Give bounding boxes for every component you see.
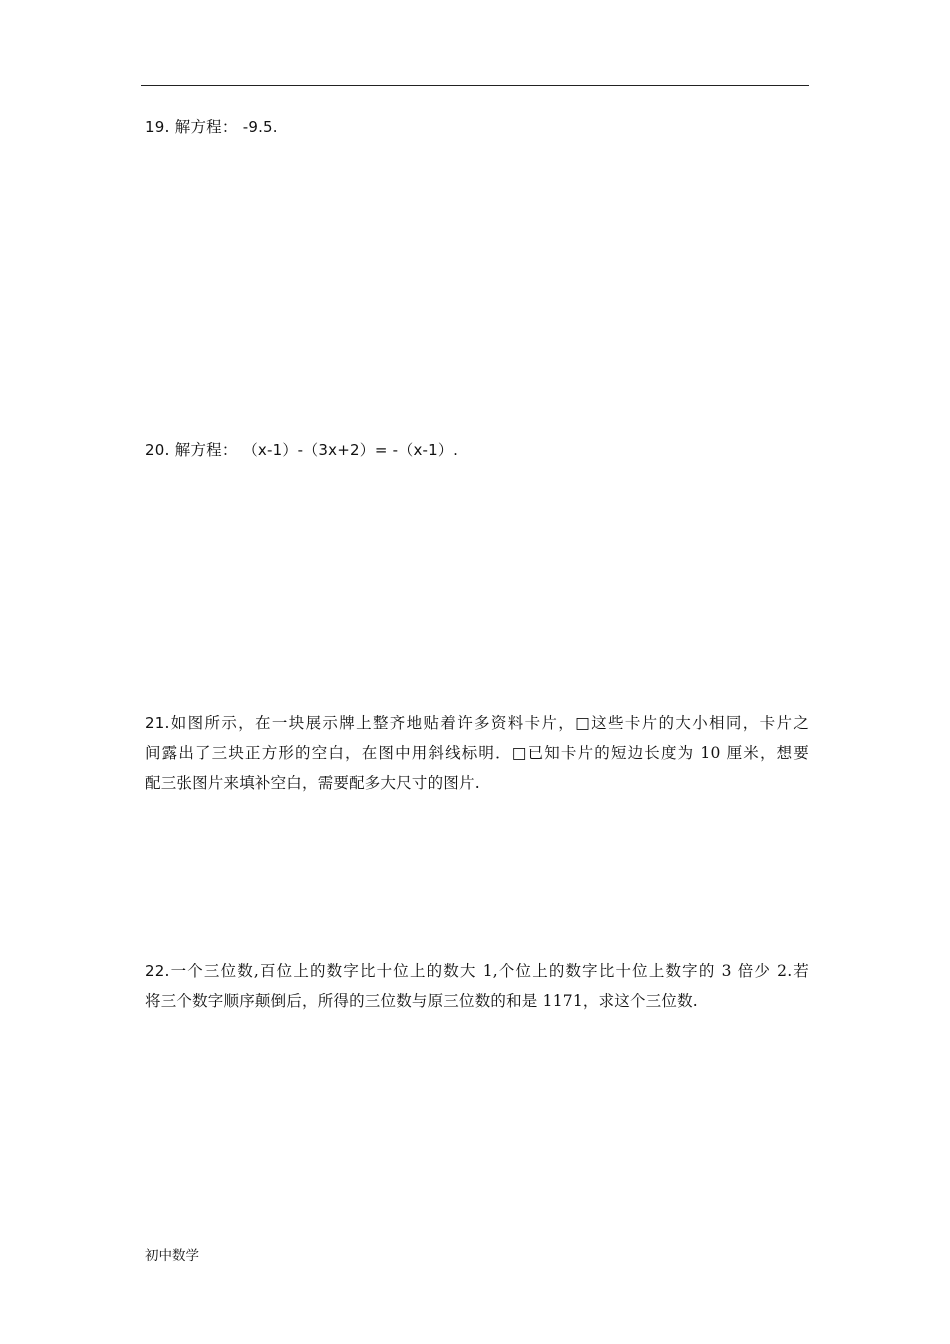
question-text-line-1: 一个三位数,百位上的数字比十位上的数大 1,个位上的数字比十位上数字的 3 倍少 2.若	[169, 962, 809, 980]
question-19	[145, 112, 809, 142]
question-text-line-1: 如图所示，在一块展示牌上整齐地贴着许多资料卡片，□这些卡片的大小相同，卡片之	[169, 714, 809, 732]
question-line	[145, 956, 809, 986]
question-lead: 解方程：	[174, 118, 238, 136]
question-expression: -9.5.	[242, 118, 278, 136]
header-rule	[141, 85, 809, 86]
question-separator: .	[164, 118, 170, 136]
question-number: 20	[145, 441, 165, 459]
question-separator: .	[164, 441, 170, 459]
question-number: 19	[145, 118, 165, 136]
question-number: 21	[145, 714, 165, 732]
question-text-line-3: 配三张图片来填补空白，需要配多大尺寸的图片.	[145, 774, 480, 792]
question-21	[145, 708, 809, 798]
question-text-line-2: 间露出了三块正方形的空白，在图中用斜线标明．□已知卡片的短边长度为 10 厘米，想要	[145, 744, 809, 762]
question-number: 22	[145, 962, 165, 980]
question-expression: （x-1）-（3x+2）= -（x-1）.	[242, 441, 459, 459]
question-separator: .	[164, 714, 170, 732]
question-separator: .	[164, 962, 170, 980]
question-20	[145, 435, 809, 465]
question-22	[145, 956, 809, 1016]
question-text-line-2: 将三个数字顺序颠倒后，所得的三位数与原三位数的和是 1171，求这个三位数.	[145, 992, 698, 1010]
question-lead: 解方程：	[174, 441, 238, 459]
page-footer: 初中数学	[145, 1248, 199, 1264]
question-line	[145, 708, 809, 738]
